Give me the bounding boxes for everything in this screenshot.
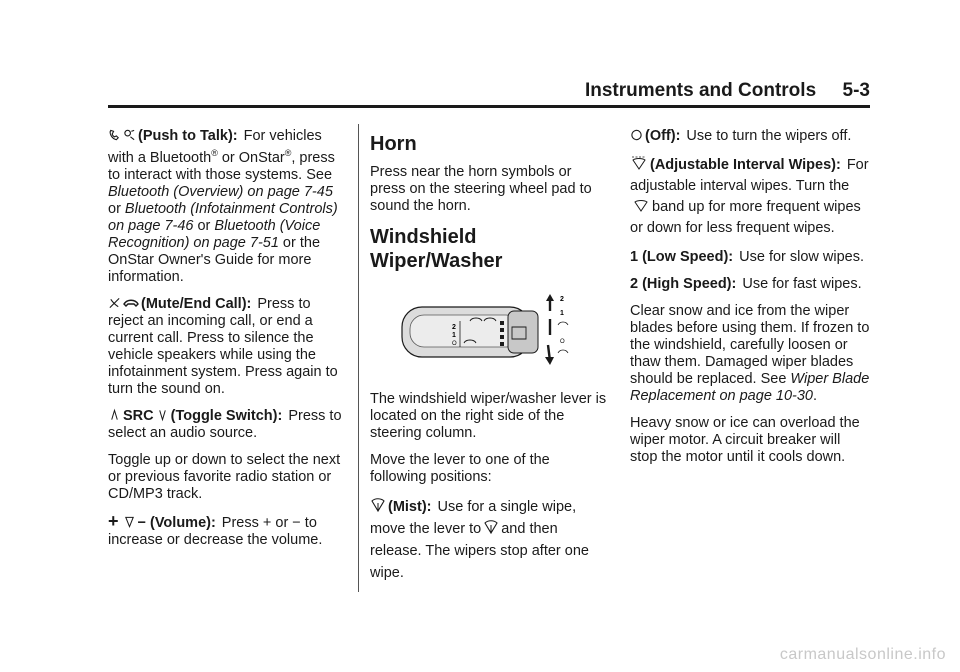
- text: Press + or − to increase or decrease the volume.: [108, 514, 323, 548]
- lever-label-1: 1: [560, 310, 564, 317]
- text: , press to interact with those systems. See: [108, 149, 335, 183]
- wiper-lever-illustration: [400, 291, 580, 371]
- mist-icon: [483, 519, 499, 535]
- lever-label-2: 2: [560, 296, 564, 303]
- header-rule: [108, 105, 870, 108]
- clear-snow-paragraph: [630, 303, 870, 405]
- interval-wipe-icon: [630, 155, 648, 171]
- horn-heading: Horn: [370, 133, 417, 155]
- reg-mark: ®: [211, 148, 218, 158]
- arrow-up-icon: [108, 408, 121, 422]
- volume-down-icon: [123, 515, 136, 529]
- plus-glyph: +: [108, 510, 119, 531]
- off-term: (Off):: [645, 128, 681, 144]
- column-left: [108, 128, 348, 559]
- mist-term: (Mist):: [388, 499, 432, 515]
- lever-label-o: O: [560, 339, 565, 345]
- page-title: Instruments and Controls 5-3: [584, 80, 870, 101]
- text: .: [813, 388, 818, 404]
- phone-icon: [108, 128, 121, 142]
- column-middle: [370, 128, 610, 594]
- text: or: [193, 217, 215, 234]
- push-to-talk-paragraph: [108, 128, 348, 286]
- watermark: carmanualsonline.info: [779, 646, 946, 663]
- text: Press to reject an incoming call, or end a current call. Press to silence the vehicle speakers while using the infotainment system. Press again to turn the sound on.: [108, 295, 338, 397]
- adjustable-term: (Adjustable Interval Wipes):: [650, 157, 841, 173]
- illus-label-2: 2: [452, 324, 456, 331]
- toggle-switch-paragraph: [108, 408, 348, 442]
- wiper-heading: Windshield Wiper/Washer: [370, 226, 503, 272]
- mist-icon: [370, 497, 386, 513]
- push-to-talk-term: (Push to Talk):: [138, 128, 238, 144]
- text: Use for slow wipes.: [739, 249, 865, 265]
- page-header: [108, 78, 870, 108]
- text: Use to turn the wipers off.: [686, 128, 852, 144]
- mute-end-call-paragraph: [108, 296, 348, 398]
- xref-link[interactable]: Wiper Blade Replacement on page 10-30: [630, 371, 870, 404]
- horn-paragraph: Press near the horn symbols or press on the steering wheel pad to sound the horn.: [370, 164, 592, 214]
- illus-label-1: 1: [452, 332, 456, 339]
- mute-icon: [108, 296, 121, 310]
- xref-link[interactable]: Bluetooth (Infotainment Controls) on page 7-46: [108, 200, 338, 234]
- volume-term: − (Volume):: [137, 514, 216, 531]
- adjustable-paragraph: [630, 155, 870, 239]
- interval-wipe-icon: [632, 197, 650, 213]
- text: or: [108, 200, 125, 217]
- text: band up for more frequent wipes or down for less frequent wipes.: [630, 199, 861, 236]
- mute-end-call-term: (Mute/End Call):: [141, 295, 252, 312]
- xref-link[interactable]: Bluetooth (Voice Recognition) on page 7-51: [108, 217, 321, 251]
- mist-paragraph: [370, 496, 610, 584]
- off-icon: [630, 128, 643, 142]
- end-call-icon: [123, 296, 139, 310]
- low-speed-term: 1 (Low Speed):: [630, 249, 734, 265]
- xref-link[interactable]: Bluetooth (Overview) on page 7-45: [108, 183, 333, 200]
- text: or the OnStar Owner's Guide for more information.: [108, 234, 321, 285]
- text: Use for a single wipe, move the lever to: [370, 499, 577, 537]
- off-paragraph: [630, 128, 870, 145]
- text: and then release. The wipers stop after one wipe.: [370, 521, 589, 581]
- reg-mark: ®: [284, 148, 292, 158]
- text: Use for fast wipes.: [742, 276, 862, 292]
- text: Clear snow and ice from the wiper blades before using them. If frozen to the windshield, carefully loosen or thaw them. Damaged wiper blades should be replaced. See: [630, 303, 870, 387]
- src-label: SRC: [123, 407, 154, 424]
- high-speed-term: 2 (High Speed):: [630, 276, 737, 292]
- text: For adjustable interval wipes. Turn the: [630, 157, 869, 194]
- arrow-down-icon: [156, 408, 169, 422]
- lever-position-arrows: [545, 294, 554, 365]
- text: or OnStar: [217, 149, 285, 166]
- text: For vehicles with a Bluetooth: [108, 128, 322, 166]
- toggle-switch-term: (Toggle Switch):: [170, 407, 283, 424]
- text: Press to select an audio source.: [108, 407, 342, 441]
- column-right: [630, 128, 870, 476]
- lever-paragraph: The windshield wiper/washer lever is located on the right side of the steering column.: [370, 391, 607, 441]
- heavy-snow-paragraph: Heavy snow or ice can overload the wiper motor. A circuit breaker will stop the motor until it cools down.: [630, 415, 860, 465]
- voice-icon: [123, 128, 136, 142]
- column-divider: [358, 124, 359, 592]
- high-speed-paragraph: [630, 276, 870, 293]
- illus-label-o: O: [452, 341, 457, 347]
- toggle-paragraph: Toggle up or down to select the next or previous favorite radio station or CD/MP3 track.: [108, 451, 341, 502]
- volume-paragraph: [108, 510, 348, 549]
- low-speed-paragraph: [630, 249, 870, 266]
- move-paragraph: Move the lever to one of the following positions:: [370, 452, 550, 485]
